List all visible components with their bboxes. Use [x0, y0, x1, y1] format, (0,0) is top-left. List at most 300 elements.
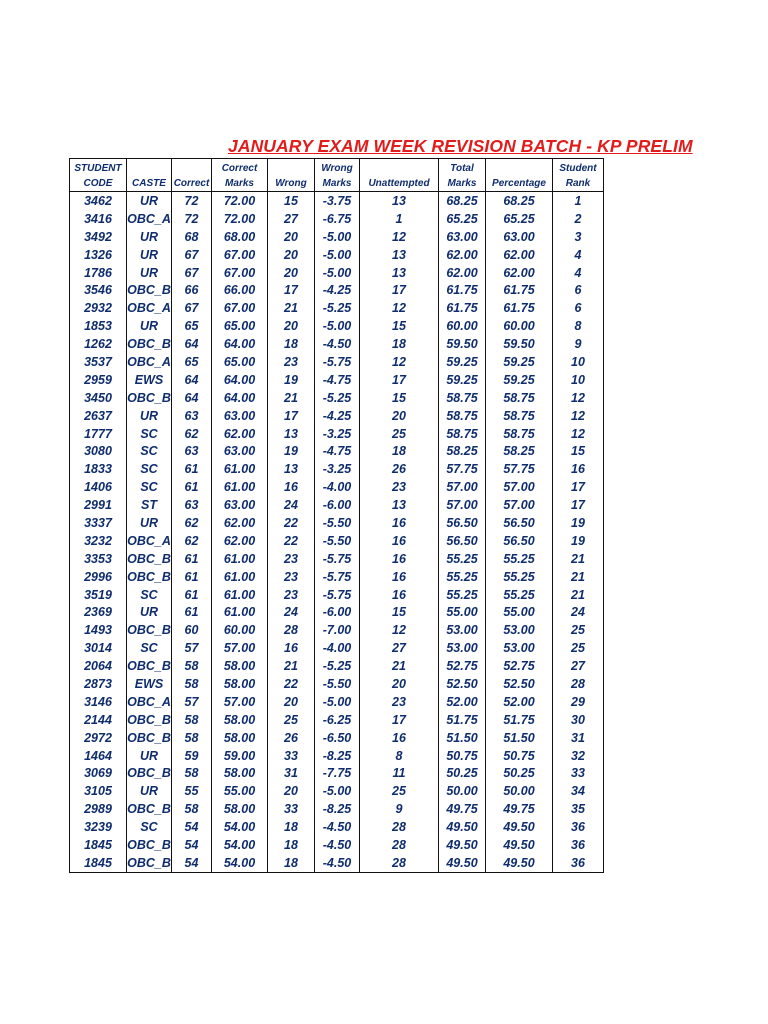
results-table [69, 158, 604, 873]
cell-wrong: 20 [268, 246, 315, 264]
cell-wrong-marks: -7.00 [315, 621, 360, 639]
table-row [70, 425, 604, 443]
cell-total-marks: 68.25 [439, 192, 486, 210]
cell-correct: 58 [172, 765, 212, 783]
cell-caste: OBC_A [127, 301, 171, 316]
cell-student-rank: 1 [553, 192, 604, 210]
cell-correct-marks: 61.00 [212, 586, 268, 604]
cell-percentage: 63.00 [486, 228, 553, 246]
cell-percentage: 61.75 [486, 299, 553, 317]
cell-wrong: 16 [268, 639, 315, 657]
cell-student-rank: 25 [553, 621, 604, 639]
cell-caste: OBC_A [127, 211, 171, 226]
cell-correct: 58 [172, 657, 212, 675]
cell-student-rank: 21 [553, 586, 604, 604]
cell-wrong-marks: -5.75 [315, 568, 360, 586]
cell-wrong: 23 [268, 550, 315, 568]
cell-correct: 62 [172, 514, 212, 532]
cell-caste: OBC_A [127, 694, 171, 709]
cell-student-code: 1493 [70, 621, 127, 639]
cell-student-rank: 34 [553, 782, 604, 800]
cell-student-rank: 36 [553, 854, 604, 872]
cell-wrong-marks: -5.00 [315, 317, 360, 335]
cell-total-marks: 62.00 [439, 246, 486, 264]
cell-correct-marks: 68.00 [212, 228, 268, 246]
cell-total-marks: 57.00 [439, 496, 486, 514]
cell-correct: 67 [172, 246, 212, 264]
cell-caste: UR [127, 514, 172, 532]
cell-correct-marks: 72.00 [212, 210, 268, 228]
cell-wrong: 31 [268, 765, 315, 783]
cell-total-marks: 49.50 [439, 854, 486, 872]
cell-total-marks: 50.25 [439, 765, 486, 783]
cell-total-marks: 49.75 [439, 800, 486, 818]
cell-wrong: 17 [268, 407, 315, 425]
cell-caste: OBC_B [127, 659, 171, 674]
cell-correct-marks: 54.00 [212, 818, 268, 836]
cell-student-rank: 30 [553, 711, 604, 729]
cell-total-marks: 55.25 [439, 568, 486, 586]
cell-wrong: 28 [268, 621, 315, 639]
table-row [70, 460, 604, 478]
cell-student-code: 3069 [70, 765, 127, 783]
cell-student-code: 3337 [70, 514, 127, 532]
cell-correct-marks: 67.00 [212, 246, 268, 264]
cell-correct-marks: 59.00 [212, 747, 268, 765]
cell-total-marks: 62.00 [439, 264, 486, 282]
cell-correct: 61 [172, 603, 212, 621]
cell-total-marks: 63.00 [439, 228, 486, 246]
cell-student-rank: 36 [553, 818, 604, 836]
table-row [70, 765, 604, 783]
cell-unattempted: 17 [360, 371, 439, 389]
cell-correct: 61 [172, 586, 212, 604]
cell-student-rank: 9 [553, 335, 604, 353]
column-header-unattempted: Unattempted [360, 159, 439, 192]
cell-caste: OBC_B [127, 838, 171, 852]
cell-student-code: 1786 [70, 264, 127, 282]
cell-wrong-marks: -5.00 [315, 693, 360, 711]
table-row [70, 800, 604, 818]
table-row [70, 353, 604, 371]
cell-wrong: 20 [268, 693, 315, 711]
cell-percentage: 61.75 [486, 281, 553, 299]
cell-correct: 67 [172, 264, 212, 282]
cell-caste: SC [127, 639, 172, 657]
cell-correct-marks: 60.00 [212, 621, 268, 639]
cell-caste: OBC_B [127, 802, 171, 817]
cell-wrong: 21 [268, 657, 315, 675]
cell-unattempted: 27 [360, 639, 439, 657]
cell-unattempted: 8 [360, 747, 439, 765]
cell-total-marks: 58.75 [439, 407, 486, 425]
cell-caste: UR [127, 782, 172, 800]
cell-total-marks: 58.25 [439, 442, 486, 460]
cell-correct-marks: 57.00 [212, 693, 268, 711]
cell-correct: 65 [172, 317, 212, 335]
cell-correct: 65 [172, 353, 212, 371]
cell-student-rank: 4 [553, 246, 604, 264]
cell-percentage: 62.00 [486, 264, 553, 282]
cell-correct: 67 [172, 299, 212, 317]
cell-percentage: 52.75 [486, 657, 553, 675]
cell-unattempted: 13 [360, 264, 439, 282]
cell-unattempted: 11 [360, 765, 439, 783]
cell-percentage: 58.75 [486, 407, 553, 425]
table-row [70, 818, 604, 836]
cell-wrong: 25 [268, 711, 315, 729]
cell-total-marks: 65.25 [439, 210, 486, 228]
cell-wrong: 24 [268, 603, 315, 621]
cell-caste: UR [127, 407, 172, 425]
cell-correct-marks: 58.00 [212, 765, 268, 783]
table-row [70, 335, 604, 353]
cell-wrong: 13 [268, 460, 315, 478]
cell-correct: 68 [172, 228, 212, 246]
cell-student-rank: 15 [553, 442, 604, 460]
cell-wrong-marks: -6.75 [315, 210, 360, 228]
cell-student-rank: 2 [553, 210, 604, 228]
cell-caste: OBC_B [127, 283, 171, 298]
table-row [70, 836, 604, 854]
cell-wrong-marks: -4.50 [315, 818, 360, 836]
cell-student-rank: 12 [553, 407, 604, 425]
cell-student-code: 2064 [70, 657, 127, 675]
cell-correct: 55 [172, 782, 212, 800]
cell-student-code: 3232 [70, 532, 127, 550]
cell-correct-marks: 58.00 [212, 711, 268, 729]
cell-percentage: 55.25 [486, 550, 553, 568]
cell-percentage: 57.75 [486, 460, 553, 478]
cell-caste: UR [127, 747, 172, 765]
cell-unattempted: 16 [360, 550, 439, 568]
cell-correct: 57 [172, 693, 212, 711]
cell-correct: 72 [172, 192, 212, 210]
cell-caste: EWS [127, 371, 172, 389]
cell-caste: OBC_B [127, 569, 171, 584]
cell-student-rank: 12 [553, 425, 604, 443]
cell-total-marks: 50.00 [439, 782, 486, 800]
cell-correct-marks: 67.00 [212, 299, 268, 317]
cell-student-rank: 10 [553, 371, 604, 389]
cell-student-code: 3353 [70, 550, 127, 568]
cell-wrong-marks: -5.50 [315, 532, 360, 550]
cell-student-code: 2369 [70, 603, 127, 621]
cell-unattempted: 25 [360, 425, 439, 443]
cell-wrong-marks: -5.00 [315, 246, 360, 264]
cell-student-rank: 35 [553, 800, 604, 818]
cell-wrong: 23 [268, 353, 315, 371]
cell-correct: 63 [172, 496, 212, 514]
cell-wrong-marks: -5.75 [315, 353, 360, 371]
cell-unattempted: 17 [360, 281, 439, 299]
cell-student-rank: 24 [553, 603, 604, 621]
cell-correct: 61 [172, 550, 212, 568]
table-row [70, 478, 604, 496]
cell-percentage: 50.00 [486, 782, 553, 800]
cell-wrong: 26 [268, 729, 315, 747]
cell-unattempted: 12 [360, 228, 439, 246]
cell-student-code: 1262 [70, 335, 127, 353]
table-row [70, 192, 604, 210]
cell-wrong-marks: -6.00 [315, 603, 360, 621]
cell-wrong: 20 [268, 782, 315, 800]
cell-caste: OBC_B [127, 623, 171, 638]
table-row [70, 550, 604, 568]
cell-correct-marks: 54.00 [212, 854, 268, 872]
cell-caste: UR [127, 264, 172, 282]
cell-caste: ST [127, 496, 172, 514]
cell-total-marks: 55.25 [439, 550, 486, 568]
cell-total-marks: 59.50 [439, 335, 486, 353]
table-row [70, 639, 604, 657]
cell-total-marks: 57.00 [439, 478, 486, 496]
cell-percentage: 56.50 [486, 532, 553, 550]
cell-wrong: 23 [268, 586, 315, 604]
cell-wrong-marks: -6.50 [315, 729, 360, 747]
header-row [70, 159, 604, 192]
cell-unattempted: 18 [360, 442, 439, 460]
column-header-wrong-marks: Wrong Marks [315, 159, 360, 192]
cell-correct-marks: 61.00 [212, 478, 268, 496]
cell-percentage: 65.25 [486, 210, 553, 228]
cell-total-marks: 49.50 [439, 836, 486, 854]
cell-unattempted: 28 [360, 836, 439, 854]
cell-percentage: 50.75 [486, 747, 553, 765]
cell-student-code: 1406 [70, 478, 127, 496]
table-row [70, 693, 604, 711]
cell-total-marks: 52.75 [439, 657, 486, 675]
cell-correct: 59 [172, 747, 212, 765]
cell-caste: OBC_B [127, 766, 171, 781]
cell-wrong-marks: -5.00 [315, 782, 360, 800]
cell-unattempted: 23 [360, 478, 439, 496]
cell-total-marks: 51.75 [439, 711, 486, 729]
cell-caste: UR [127, 192, 172, 210]
cell-wrong-marks: -4.50 [315, 854, 360, 872]
column-header-wrong: Wrong [268, 159, 315, 192]
cell-correct: 60 [172, 621, 212, 639]
cell-unattempted: 16 [360, 729, 439, 747]
cell-caste: OBC_B [127, 390, 171, 405]
cell-correct: 58 [172, 711, 212, 729]
cell-caste: UR [127, 603, 172, 621]
cell-correct: 64 [172, 335, 212, 353]
cell-total-marks: 53.00 [439, 621, 486, 639]
cell-correct: 54 [172, 818, 212, 836]
table-row [70, 854, 604, 872]
cell-correct: 54 [172, 836, 212, 854]
table-row [70, 586, 604, 604]
cell-wrong-marks: -4.75 [315, 371, 360, 389]
cell-wrong-marks: -3.25 [315, 425, 360, 443]
cell-percentage: 59.50 [486, 335, 553, 353]
cell-percentage: 49.50 [486, 854, 553, 872]
table-row [70, 210, 604, 228]
table-row [70, 299, 604, 317]
cell-unattempted: 20 [360, 675, 439, 693]
cell-student-rank: 19 [553, 514, 604, 532]
cell-total-marks: 56.50 [439, 532, 486, 550]
table-row [70, 603, 604, 621]
cell-percentage: 58.75 [486, 389, 553, 407]
cell-wrong: 24 [268, 496, 315, 514]
cell-unattempted: 13 [360, 246, 439, 264]
cell-caste: SC [127, 460, 172, 478]
cell-correct: 54 [172, 854, 212, 872]
cell-wrong: 18 [268, 854, 315, 872]
cell-correct-marks: 54.00 [212, 836, 268, 854]
table-row [70, 407, 604, 425]
cell-wrong-marks: -5.25 [315, 389, 360, 407]
cell-percentage: 50.25 [486, 765, 553, 783]
cell-percentage: 52.50 [486, 675, 553, 693]
cell-wrong-marks: -5.50 [315, 675, 360, 693]
cell-unattempted: 20 [360, 407, 439, 425]
cell-total-marks: 56.50 [439, 514, 486, 532]
cell-student-code: 3014 [70, 639, 127, 657]
cell-student-code: 1845 [70, 836, 127, 854]
cell-wrong: 27 [268, 210, 315, 228]
cell-correct-marks: 57.00 [212, 639, 268, 657]
column-header-caste: CASTE [127, 159, 172, 192]
cell-wrong: 33 [268, 747, 315, 765]
cell-unattempted: 23 [360, 693, 439, 711]
cell-caste: OBC_B [127, 712, 171, 727]
cell-student-code: 2637 [70, 407, 127, 425]
cell-student-code: 2959 [70, 371, 127, 389]
cell-student-rank: 8 [553, 317, 604, 335]
column-header-correct: Correct [172, 159, 212, 192]
cell-student-rank: 29 [553, 693, 604, 711]
table-row [70, 711, 604, 729]
column-header-student-code: STUDENT CODE [70, 159, 127, 192]
cell-wrong-marks: -5.75 [315, 550, 360, 568]
cell-student-rank: 4 [553, 264, 604, 282]
column-header-correct-marks: Correct Marks [212, 159, 268, 192]
cell-wrong: 20 [268, 264, 315, 282]
cell-correct: 63 [172, 407, 212, 425]
cell-student-rank: 17 [553, 478, 604, 496]
cell-wrong-marks: -5.00 [315, 228, 360, 246]
cell-caste: OBC_B [127, 337, 171, 352]
cell-wrong-marks: -6.00 [315, 496, 360, 514]
cell-wrong: 20 [268, 228, 315, 246]
cell-caste: OBC_B [127, 551, 171, 566]
cell-correct: 58 [172, 675, 212, 693]
page-title: JANUARY EXAM WEEK REVISION BATCH - KP PRELIM [228, 136, 693, 156]
table-row [70, 264, 604, 282]
cell-unattempted: 13 [360, 496, 439, 514]
cell-correct-marks: 67.00 [212, 264, 268, 282]
cell-student-rank: 21 [553, 550, 604, 568]
cell-wrong: 23 [268, 568, 315, 586]
cell-caste: UR [127, 246, 172, 264]
cell-student-rank: 10 [553, 353, 604, 371]
cell-correct: 57 [172, 639, 212, 657]
cell-wrong: 33 [268, 800, 315, 818]
cell-correct: 62 [172, 425, 212, 443]
table-row [70, 371, 604, 389]
cell-total-marks: 58.75 [439, 389, 486, 407]
cell-percentage: 62.00 [486, 246, 553, 264]
cell-student-rank: 19 [553, 532, 604, 550]
cell-total-marks: 57.75 [439, 460, 486, 478]
cell-unattempted: 21 [360, 657, 439, 675]
cell-unattempted: 12 [360, 353, 439, 371]
cell-wrong-marks: -4.50 [315, 335, 360, 353]
cell-wrong-marks: -5.25 [315, 299, 360, 317]
cell-unattempted: 12 [360, 299, 439, 317]
cell-unattempted: 18 [360, 335, 439, 353]
cell-total-marks: 61.75 [439, 299, 486, 317]
cell-percentage: 51.50 [486, 729, 553, 747]
cell-percentage: 49.50 [486, 836, 553, 854]
cell-total-marks: 55.25 [439, 586, 486, 604]
cell-unattempted: 13 [360, 192, 439, 210]
table-row [70, 496, 604, 514]
cell-unattempted: 16 [360, 514, 439, 532]
cell-wrong-marks: -8.25 [315, 800, 360, 818]
cell-caste: SC [127, 478, 172, 496]
table-row [70, 389, 604, 407]
cell-percentage: 55.00 [486, 603, 553, 621]
cell-total-marks: 50.75 [439, 747, 486, 765]
cell-caste: SC [127, 586, 172, 604]
cell-percentage: 59.25 [486, 353, 553, 371]
column-header-total-marks: Total Marks [439, 159, 486, 192]
cell-student-rank: 31 [553, 729, 604, 747]
table-row [70, 747, 604, 765]
cell-total-marks: 60.00 [439, 317, 486, 335]
cell-unattempted: 15 [360, 389, 439, 407]
cell-student-code: 1833 [70, 460, 127, 478]
cell-correct-marks: 58.00 [212, 729, 268, 747]
cell-correct-marks: 58.00 [212, 800, 268, 818]
cell-total-marks: 58.75 [439, 425, 486, 443]
cell-correct-marks: 63.00 [212, 442, 268, 460]
cell-correct-marks: 62.00 [212, 532, 268, 550]
cell-caste: UR [127, 317, 172, 335]
cell-student-rank: 33 [553, 765, 604, 783]
table-row [70, 514, 604, 532]
cell-correct-marks: 64.00 [212, 371, 268, 389]
cell-correct-marks: 65.00 [212, 353, 268, 371]
cell-unattempted: 15 [360, 603, 439, 621]
cell-unattempted: 25 [360, 782, 439, 800]
cell-percentage: 55.25 [486, 586, 553, 604]
cell-correct: 58 [172, 800, 212, 818]
cell-unattempted: 9 [360, 800, 439, 818]
cell-wrong-marks: -4.25 [315, 281, 360, 299]
cell-wrong: 17 [268, 281, 315, 299]
cell-student-code: 3416 [70, 210, 127, 228]
table-row [70, 675, 604, 693]
cell-wrong: 21 [268, 389, 315, 407]
cell-student-code: 3105 [70, 782, 127, 800]
cell-wrong: 18 [268, 818, 315, 836]
cell-total-marks: 55.00 [439, 603, 486, 621]
cell-wrong: 19 [268, 371, 315, 389]
cell-correct-marks: 66.00 [212, 281, 268, 299]
cell-correct: 62 [172, 532, 212, 550]
cell-student-rank: 36 [553, 836, 604, 854]
cell-unattempted: 15 [360, 317, 439, 335]
cell-wrong: 18 [268, 335, 315, 353]
cell-correct-marks: 64.00 [212, 335, 268, 353]
cell-student-rank: 6 [553, 281, 604, 299]
cell-correct-marks: 63.00 [212, 407, 268, 425]
